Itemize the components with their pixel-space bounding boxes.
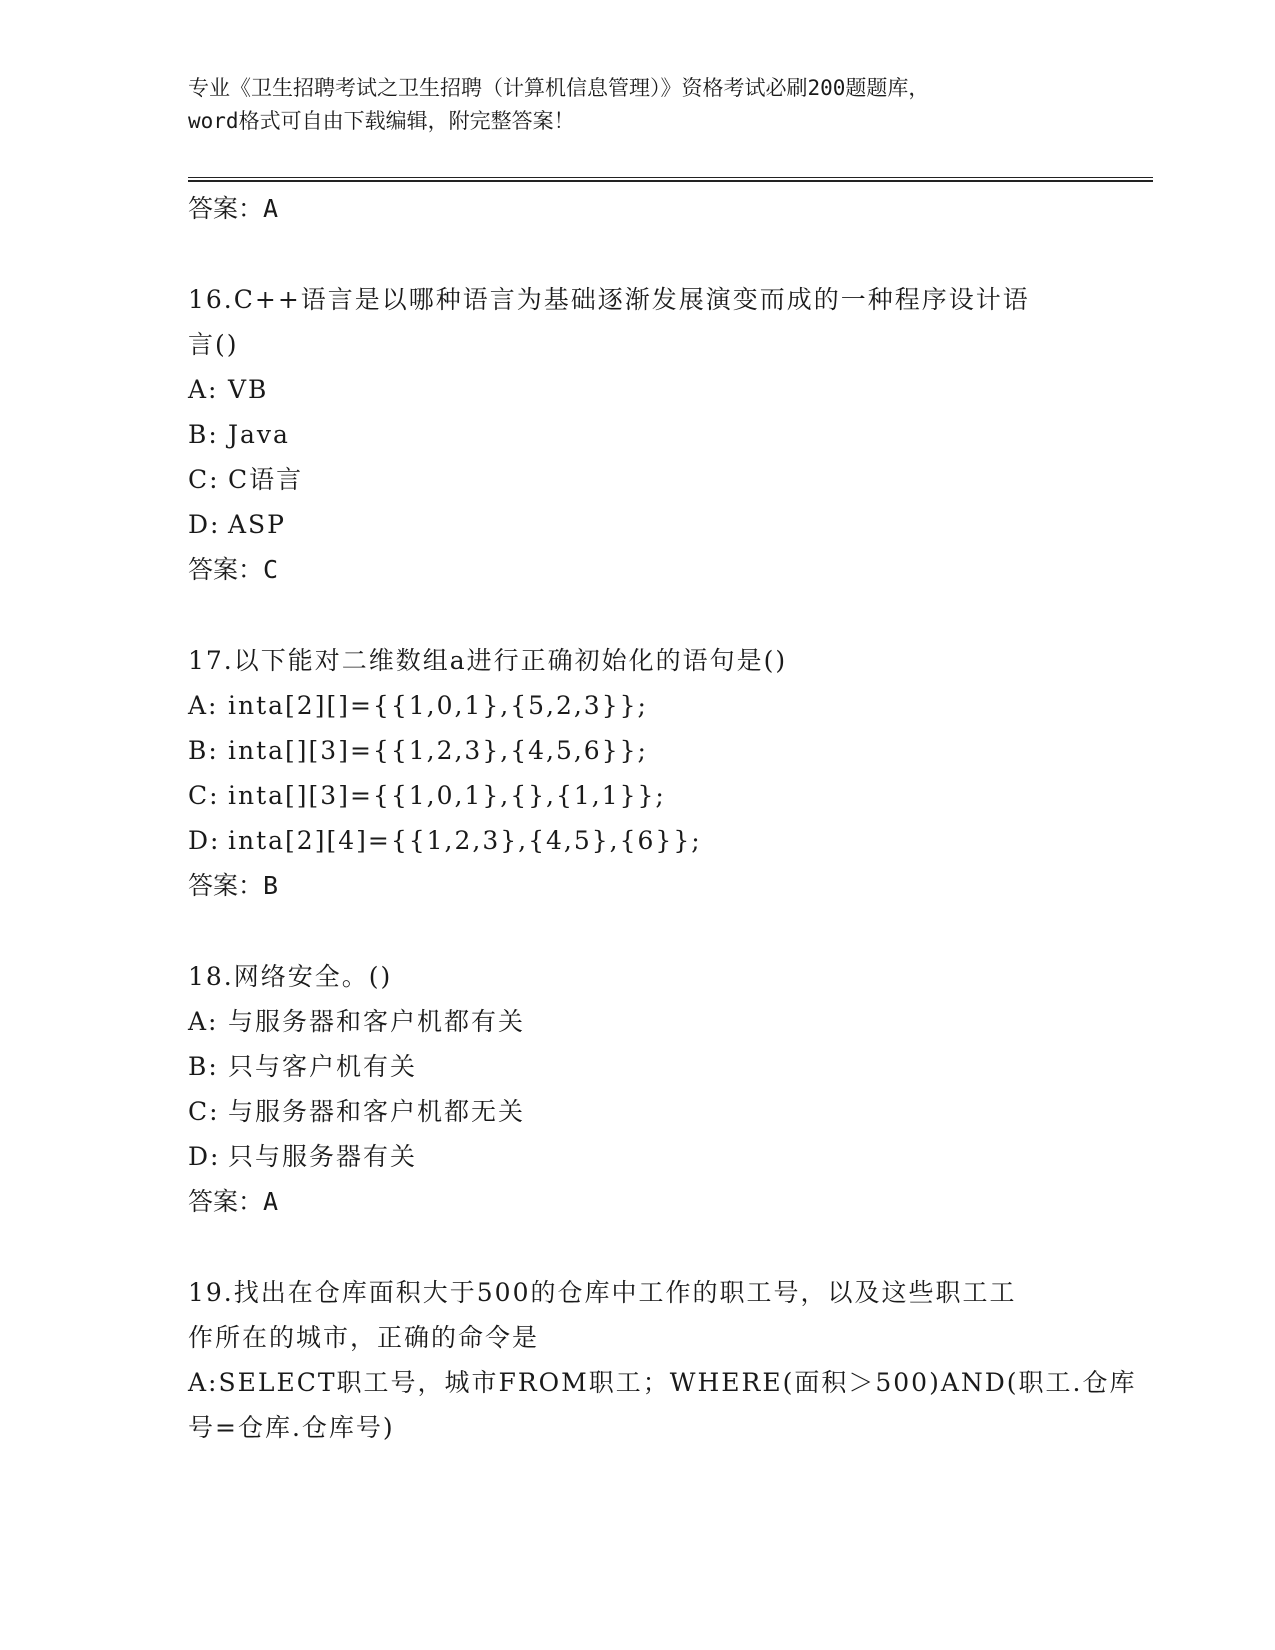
option-label: C:	[188, 781, 220, 810]
question-16	[188, 277, 1088, 593]
previous-answer: 答案：A	[188, 194, 279, 223]
header-divider-thin	[188, 177, 1153, 178]
spacer	[188, 1225, 1088, 1270]
option-text: 与服务器和客户机都无关	[228, 1097, 526, 1126]
option-text: VB	[228, 375, 269, 404]
option-text: inta[][3]={{1,0,1},{},{1,1}};	[228, 781, 666, 810]
question-stem-line: 16.C++语言是以哪种语言为基础逐渐发展演变而成的一种程序设计语	[188, 285, 1030, 314]
question-stem-line: 作所在的城市，正确的命令是	[188, 1323, 540, 1352]
option-text: 只与客户机有关	[228, 1052, 418, 1081]
option-label: C:	[188, 465, 220, 494]
option-a	[188, 1360, 1137, 1405]
question-19	[188, 1270, 1137, 1450]
option-label: D:	[188, 1142, 221, 1171]
question-stem-line: 18.网络安全。()	[188, 962, 393, 991]
answer-line: 答案：C	[188, 555, 279, 584]
option-text: inta[2][4]={{1,2,3},{4,5},{6}};	[228, 826, 702, 855]
document-header	[188, 72, 1078, 138]
option-label: B:	[188, 420, 219, 449]
option-text: inta[][3]={{1,2,3},{4,5,6}};	[228, 736, 648, 765]
option-text: ASP	[228, 510, 287, 539]
option-label: B:	[188, 736, 219, 765]
option-b	[188, 728, 1088, 773]
option-label: C:	[188, 1097, 220, 1126]
option-c	[188, 457, 1088, 502]
option-c	[188, 1089, 1088, 1134]
spacer	[188, 909, 1088, 954]
answer-line: 答案：B	[188, 871, 279, 900]
question-stem-line: 17.以下能对二维数组a进行正确初始化的语句是()	[188, 646, 788, 675]
option-d	[188, 502, 1088, 547]
option-label: A:	[188, 691, 219, 720]
option-a	[188, 999, 1088, 1044]
option-d	[188, 818, 1088, 863]
option-a-continuation: 号=仓库.仓库号)	[188, 1413, 395, 1442]
spacer	[188, 232, 1088, 277]
spacer	[188, 593, 1088, 638]
option-c	[188, 773, 1088, 818]
option-d	[188, 1134, 1088, 1179]
option-text: C语言	[228, 465, 304, 494]
option-label: A:	[188, 1368, 219, 1397]
option-b	[188, 412, 1088, 457]
option-text: 与服务器和客户机都有关	[228, 1007, 526, 1036]
option-text: SELECT职工号，城市FROM职工；WHERE(面积＞500)AND(职工.仓库	[218, 1368, 1137, 1397]
question-17	[188, 638, 1088, 909]
question-stem-line: 言()	[188, 330, 239, 359]
option-label: D:	[188, 826, 221, 855]
option-label: A:	[188, 1007, 219, 1036]
option-text: 只与服务器有关	[228, 1142, 418, 1171]
header-divider-thick	[188, 180, 1153, 182]
question-list	[188, 186, 1137, 1450]
option-label: B:	[188, 1052, 219, 1081]
question-stem-line: 19.找出在仓库面积大于500的仓库中工作的职工号，以及这些职工工	[188, 1278, 1017, 1307]
option-text: inta[2][]={{1,0,1},{5,2,3}};	[228, 691, 648, 720]
option-text: Java	[228, 420, 290, 449]
header-line-1: 专业《卫生招聘考试之卫生招聘（计算机信息管理）》资格考试必刷200题题库，	[188, 76, 930, 100]
option-a	[188, 683, 1088, 728]
option-label: D:	[188, 510, 221, 539]
answer-line: 答案：A	[188, 1187, 279, 1216]
header-line-2: word格式可自由下载编辑，附完整答案！	[188, 109, 575, 133]
option-label: A:	[188, 375, 219, 404]
option-a	[188, 367, 1088, 412]
question-18	[188, 954, 1088, 1225]
option-b	[188, 1044, 1088, 1089]
